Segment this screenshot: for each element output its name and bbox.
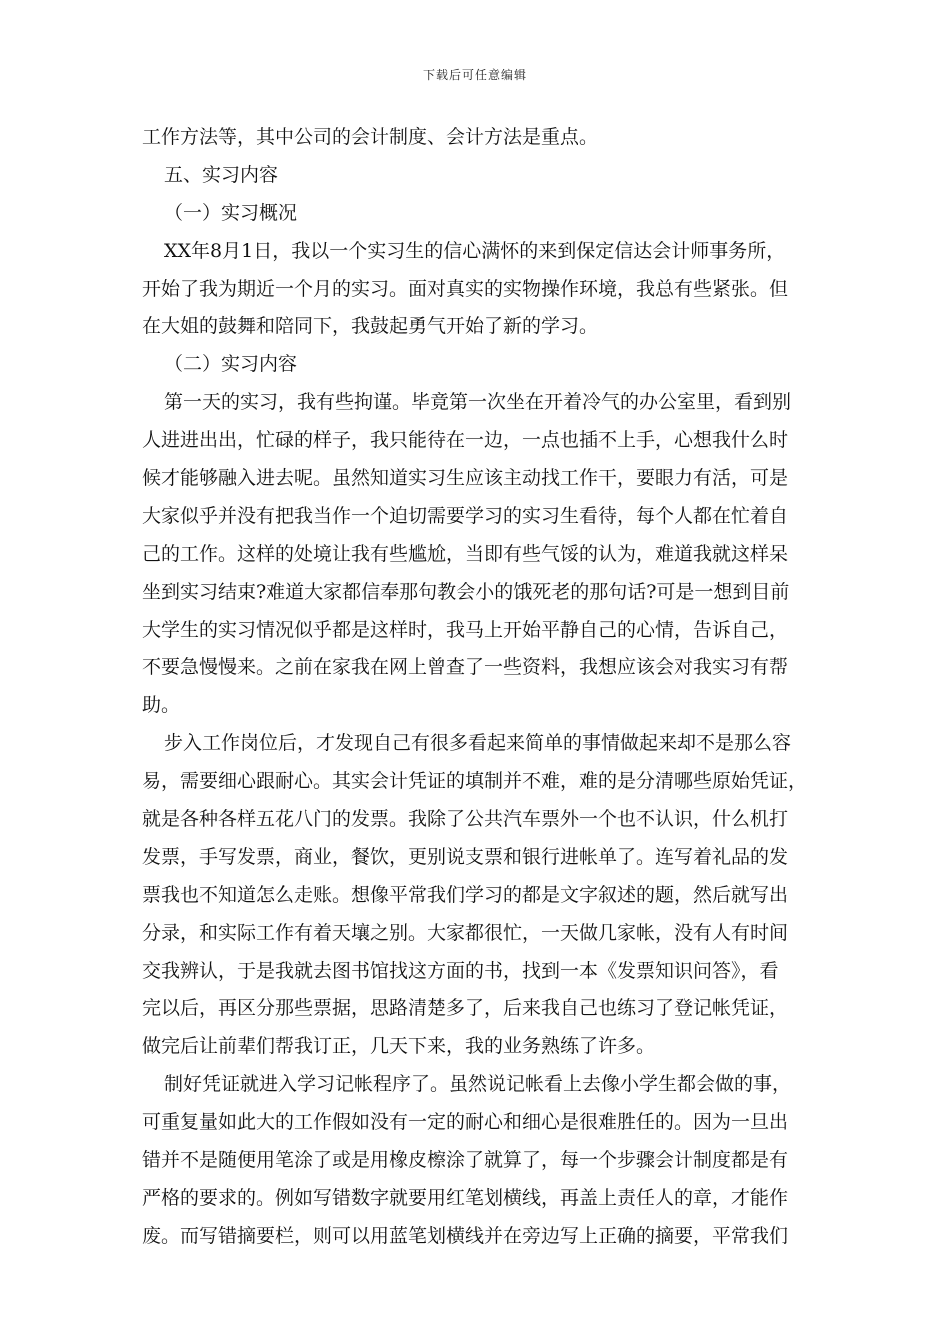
text-line: XX年8月1日，我以一个实习生的信心满怀的来到保定信达会计师事务所， <box>164 239 786 262</box>
text-line: 易，需要细心跟耐心。其实会计凭证的填制并不难，难的是分清哪些原始凭证， <box>142 770 808 793</box>
text-line: 在大姐的鼓舞和陪同下，我鼓起勇气开始了新的学习。 <box>142 315 599 338</box>
text-line: 步入工作岗位后，才发现自己有很多看起来简单的事情做起来却不是那么容 <box>164 732 792 755</box>
text-line: 大家似乎并没有把我当作一个迫切需要学习的实习生看待，每个人都在忙着自 <box>142 504 789 527</box>
text-line: 候才能够融入进去呢。虽然知道实习生应该主动找工作干，要眼力有活，可是 <box>142 467 789 490</box>
text-line: 人进进出出，忙碌的样子，我只能待在一边，一点也插不上手，心想我什么时 <box>142 429 789 452</box>
text-line: 制好凭证就进入学习记帐程序了。虽然说记帐看上去像小学生都会做的事， <box>164 1073 792 1096</box>
text-line: 大学生的实习情况似乎都是这样时，我马上开始平静自己的心情，告诉自己， <box>142 618 789 641</box>
page-header-note: 下载后可任意编辑 <box>422 68 527 82</box>
document-body <box>142 119 812 1256</box>
text-line: 发票，手写发票，商业，餐饮，更别说支票和银行进帐单了。连写着礼品的发 <box>142 845 789 868</box>
text-line: 票我也不知道怎么走账。想像平常我们学习的都是文字叙述的题，然后就写出 <box>142 883 789 906</box>
text-line: （二）实习内容 <box>164 353 298 376</box>
text-line: 不要急慢慢来。之前在家我在网上曾查了一些资料，我想应该会对我实习有帮 <box>142 656 789 679</box>
text-line: 做完后让前辈们帮我订正，几天下来，我的业务熟练了许多。 <box>142 1035 656 1058</box>
text-line: 开始了我为期近一个月的实习。面对真实的实物操作环境，我总有些紧张。但 <box>142 277 789 300</box>
text-line: 交我辨认，于是我就去图书馆找这方面的书，找到一本《发票知识问答》，看 <box>142 959 779 982</box>
text-line: 废。而写错摘要栏，则可以用蓝笔划横线并在旁边写上正确的摘要，平常我们 <box>142 1224 789 1247</box>
text-line: 严格的要求的。例如写错数字就要用红笔划横线，再盖上责任人的章，才能作 <box>142 1186 789 1209</box>
text-line: 己的工作。这样的处境让我有些尴尬，当即有些气馁的认为，难道我就这样呆 <box>142 542 789 565</box>
text-line: 助。 <box>142 694 181 717</box>
text-line: 完以后，再区分那些票据，思路清楚多了，后来我自己也练习了登记帐凭证， <box>142 997 789 1020</box>
text-line: （一）实习概况 <box>164 201 298 224</box>
text-line: 五、实习内容 <box>164 163 279 186</box>
text-line: 第一天的实习，我有些拘谨。毕竟第一次坐在开着冷气的办公室里，看到别 <box>164 391 792 414</box>
text-line: 工作方法等，其中公司的会计制度、会计方法是重点。 <box>142 126 599 148</box>
text-line: 坐到实习结束?难道大家都信奉那句教会小的饿死老的那句话?可是一想到目前 <box>142 580 790 603</box>
text-line: 可重复量如此大的工作假如没有一定的耐心和细心是很难胜任的。因为一旦出 <box>142 1111 789 1134</box>
text-line: 分录，和实际工作有着天壤之别。大家都很忙，一天做几家帐，没有人有时间 <box>142 921 789 944</box>
text-line: 就是各种各样五花八门的发票。我除了公共汽车票外一个也不认识，什么机打 <box>142 808 789 831</box>
text-line: 错并不是随便用笔涂了或是用橡皮檫涂了就算了，每一个步骤会计制度都是有 <box>142 1149 789 1172</box>
